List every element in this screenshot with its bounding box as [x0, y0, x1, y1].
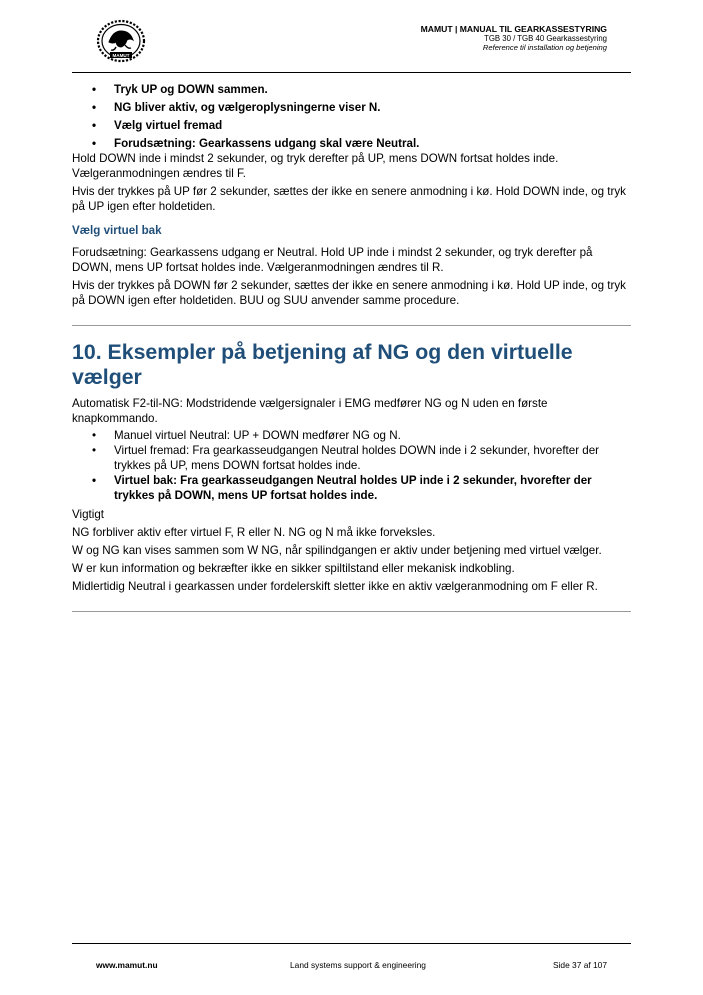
- footer-page-number: Side 37 af 107: [552, 960, 607, 970]
- steps-list: [72, 82, 632, 151]
- list-item: • Manuel virtuel Neutral: UP + DOWN medfører NG og N.: [72, 428, 632, 443]
- list-item: • Vælg virtuel fremad: [72, 118, 632, 133]
- subheading-virtual-reverse: Vælg virtuel bak: [72, 224, 162, 237]
- paragraph: W er kun information og bekræfter ikke en sikker spiltilstand eller mekanisk indkobling.: [72, 562, 515, 575]
- header-subtitle: TGB 30 / TGB 40 Gearkassestyring: [484, 33, 607, 43]
- document-header: [421, 25, 607, 53]
- logo-text: MAMUT: [112, 53, 130, 58]
- section-heading: 10. Eksempler på betjening af NG og den virtuelle vælger: [72, 340, 573, 389]
- paragraph: Hvis der trykkes på DOWN før 2 sekunder, sættes der ikke en senere anmodning i kø. Hold UP inde, og tryk på DOWN igen efter holdetiden. BUU og SUU anvender samme procedure.: [72, 279, 626, 307]
- list-item: • Forudsætning: Gearkassens udgang skal være Neutral.: [72, 136, 632, 151]
- page-content: [72, 82, 632, 612]
- footer-rule: [72, 943, 631, 944]
- list-item: • Tryk UP og DOWN sammen.: [72, 82, 632, 97]
- header-title: MAMUT | MANUAL TIL GEARKASSESTYRING: [420, 24, 607, 34]
- footer-website: www.mamut.nu: [96, 960, 158, 970]
- footer-tagline: Land systems support & engineering: [290, 960, 426, 970]
- list-item: • Virtuel bak: Fra gearkasseudgangen Neutral holdes UP inde i 2 sekunder, hvorefter der trykkes på DOWN, mens UP fortsat holdes inde.: [72, 473, 632, 503]
- section-divider: [72, 611, 631, 612]
- paragraph: Midlertidig Neutral i gearkassen under fordelerskift sletter ikke en aktiv vælgeranmodning om F eller R.: [72, 580, 598, 593]
- paragraph: Automatisk F2-til-NG: Modstridende vælgersignaler i EMG medfører NG og N uden en første knapkommando.: [72, 397, 548, 425]
- header-reference: Reference til installation og betjening: [482, 42, 607, 52]
- header-rule: [72, 72, 631, 73]
- paragraph: NG forbliver aktiv efter virtuel F, R eller N. NG og N må ikke forveksles.: [72, 526, 436, 539]
- paragraph: Hold DOWN inde i mindst 2 sekunder, og tryk derefter på UP, mens DOWN fortsat holdes inde. Vælgeranmodningen ændres til F.: [72, 152, 559, 180]
- list-item: • Virtuel fremad: Fra gearkasseudgangen Neutral holdes DOWN inde i 2 sekunder, hvorefter der trykkes på UP, mens DOWN fortsat holdes inde.: [72, 443, 632, 473]
- section-divider: [72, 325, 631, 326]
- paragraph: W og NG kan vises sammen som W NG, når spilindgangen er aktiv under betjening med virtuel vælger.: [72, 544, 602, 557]
- mamut-logo: [95, 18, 147, 64]
- list-item: • NG bliver aktiv, og vælgeroplysningerne viser N.: [72, 100, 632, 115]
- paragraph: Hvis der trykkes på UP før 2 sekunder, sættes der ikke en senere anmodning i kø. Hold DOWN inde, og tryk på UP igen efter holdetiden.: [72, 185, 626, 213]
- examples-list: [72, 428, 632, 503]
- paragraph: Forudsætning: Gearkassens udgang er Neutral. Hold UP inde i mindst 2 sekunder, og tryk derefter på DOWN, mens UP fortsat holdes inde. Vælgeranmodningen ændres til R.: [72, 246, 593, 274]
- important-label: Vigtigt: [72, 508, 105, 521]
